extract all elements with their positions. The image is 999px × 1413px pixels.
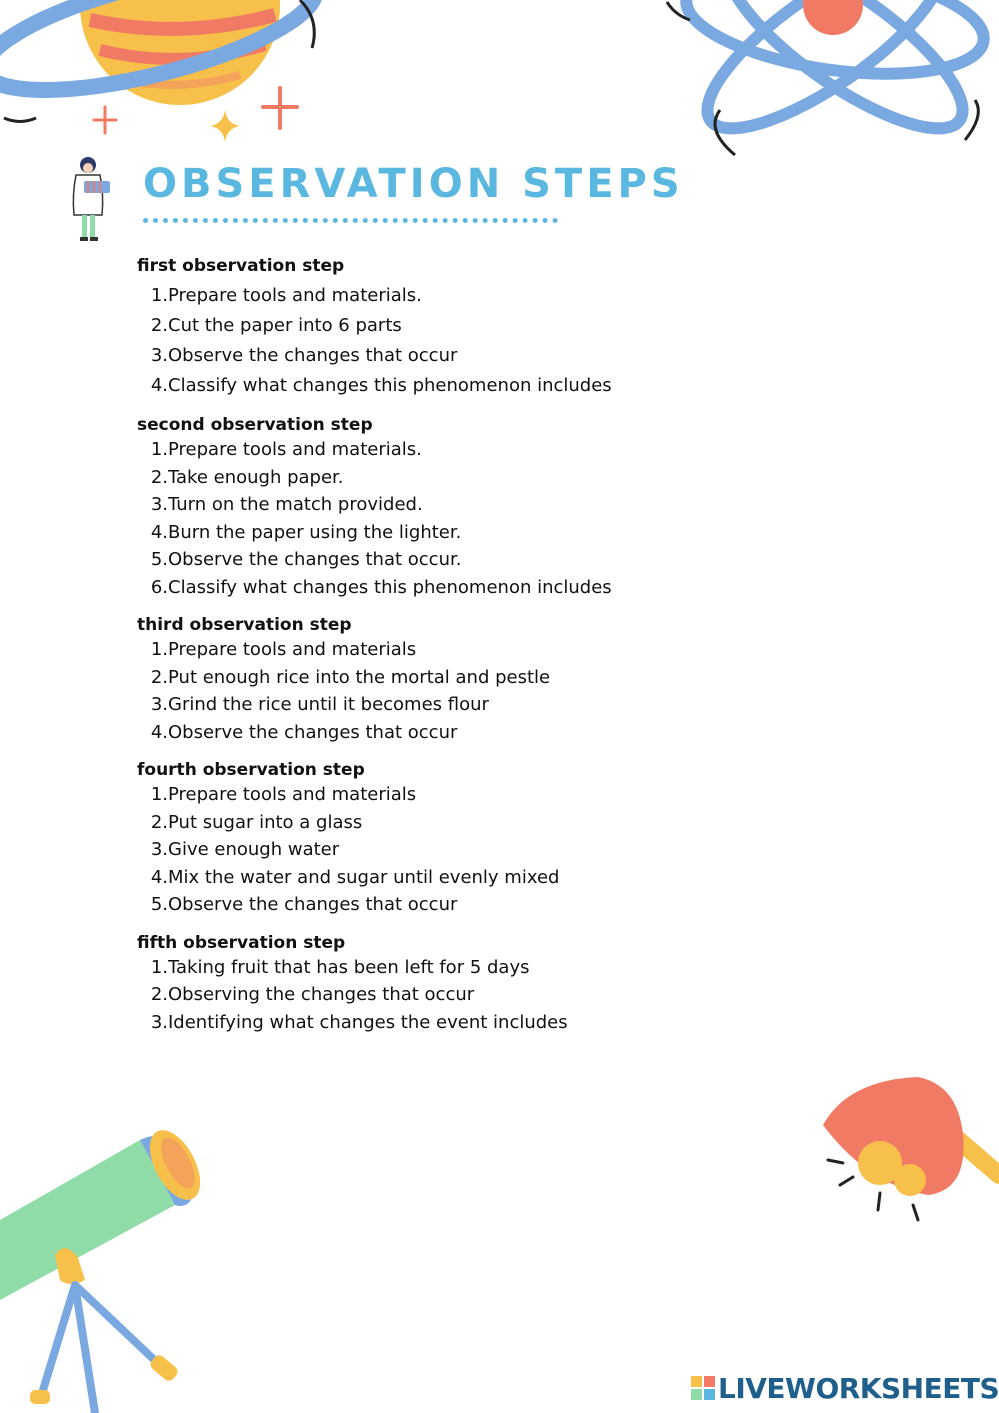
step-number: 2. — [150, 315, 168, 336]
step-text: Classify what changes this phenomenon includes — [168, 375, 612, 396]
section-heading: second observation step — [137, 415, 373, 435]
step-text: Put enough rice into the mortal and pestle — [168, 666, 551, 688]
step-number: 2. — [150, 466, 168, 488]
step-text: Prepare tools and materials. — [168, 285, 422, 306]
step-text: Observing the changes that occur — [168, 984, 475, 1005]
page-title: OBSERVATION STEPS — [143, 161, 684, 207]
step-item — [137, 981, 697, 1009]
step-list — [137, 636, 697, 746]
liveworksheets-logo — [690, 1372, 999, 1404]
observation-section — [137, 255, 697, 401]
step-number: 3. — [150, 839, 168, 860]
telescope-icon — [0, 1110, 230, 1413]
step-number: 1. — [150, 784, 168, 805]
step-item — [137, 546, 697, 574]
step-text: Observe the changes that occur — [168, 894, 458, 915]
liveworksheets-logo-icon — [690, 1375, 716, 1401]
step-item — [137, 954, 697, 982]
step-item — [137, 864, 697, 892]
step-text: Take enough paper. — [168, 466, 344, 488]
step-item — [137, 664, 697, 692]
step-item — [137, 574, 697, 602]
step-item — [137, 781, 697, 809]
step-item — [137, 281, 697, 311]
step-item — [137, 341, 697, 371]
step-number: 3. — [150, 1011, 168, 1033]
step-text: Observe the changes that occur — [168, 721, 458, 743]
step-item — [137, 491, 697, 519]
step-number: 5. — [150, 549, 168, 570]
step-item — [137, 891, 697, 919]
observation-section — [137, 414, 697, 601]
observation-section — [137, 759, 697, 919]
step-item — [137, 464, 697, 492]
observation-section — [137, 932, 697, 1037]
step-number: 1. — [150, 956, 168, 978]
step-item — [137, 371, 697, 401]
step-list — [137, 281, 697, 401]
sparkle-icon — [208, 108, 242, 144]
logo-text: LIVEWORKSHEETS — [718, 1371, 999, 1405]
step-text: Taking fruit that has been left for 5 days — [168, 956, 530, 978]
step-number: 3. — [150, 494, 168, 515]
step-number: 1. — [150, 639, 168, 660]
step-item — [137, 691, 697, 719]
observation-section — [137, 614, 697, 746]
step-text: Turn on the match provided. — [168, 494, 423, 515]
step-item — [137, 436, 697, 464]
sparkle-icon — [92, 105, 118, 135]
title-underline — [143, 218, 558, 223]
atom-icon — [665, 0, 999, 160]
step-number: 2. — [150, 984, 168, 1005]
step-number: 4. — [150, 375, 168, 396]
step-item — [137, 519, 697, 547]
step-number: 4. — [150, 721, 168, 743]
step-number: 1. — [150, 285, 168, 306]
section-heading: first observation step — [137, 256, 345, 276]
step-number: 4. — [150, 521, 168, 543]
section-heading: fifth observation step — [137, 932, 346, 953]
step-number: 2. — [150, 811, 168, 833]
step-item — [137, 836, 697, 864]
step-number: 2. — [150, 666, 168, 688]
step-text: Cut the paper into 6 parts — [168, 315, 402, 336]
section-heading: third observation step — [137, 615, 352, 635]
scientist-icon — [68, 155, 114, 243]
steps-content — [137, 255, 697, 1049]
step-number: 3. — [150, 345, 168, 366]
step-text: Prepare tools and materials — [168, 784, 417, 805]
step-number: 5. — [150, 894, 168, 915]
step-item — [137, 1009, 697, 1037]
step-text: Mix the water and sugar until evenly mixed — [168, 866, 560, 888]
step-text: Observe the changes that occur — [168, 345, 458, 366]
step-list — [137, 436, 697, 601]
ufo-icon — [818, 1075, 999, 1225]
step-item — [137, 311, 697, 341]
step-number: 3. — [150, 694, 168, 715]
step-text: Prepare tools and materials — [168, 639, 417, 660]
step-text: Classify what changes this phenomenon includes — [168, 576, 612, 598]
step-text: Identifying what changes the event includes — [168, 1011, 568, 1033]
step-text: Grind the rice until it becomes flour — [168, 694, 489, 715]
step-text: Burn the paper using the lighter. — [168, 521, 462, 543]
step-list — [137, 954, 697, 1037]
step-list — [137, 781, 697, 919]
step-item — [137, 719, 697, 747]
step-text: Give enough water — [168, 839, 340, 860]
step-text: Put sugar into a glass — [168, 811, 363, 833]
step-number: 1. — [150, 439, 168, 460]
step-text: Observe the changes that occur. — [168, 549, 462, 570]
section-heading: fourth observation step — [137, 760, 365, 780]
step-text: Prepare tools and materials. — [168, 439, 422, 460]
step-number: 4. — [150, 866, 168, 888]
step-item — [137, 809, 697, 837]
sparkle-icon — [260, 85, 300, 131]
step-item — [137, 636, 697, 664]
step-number: 6. — [150, 576, 168, 598]
